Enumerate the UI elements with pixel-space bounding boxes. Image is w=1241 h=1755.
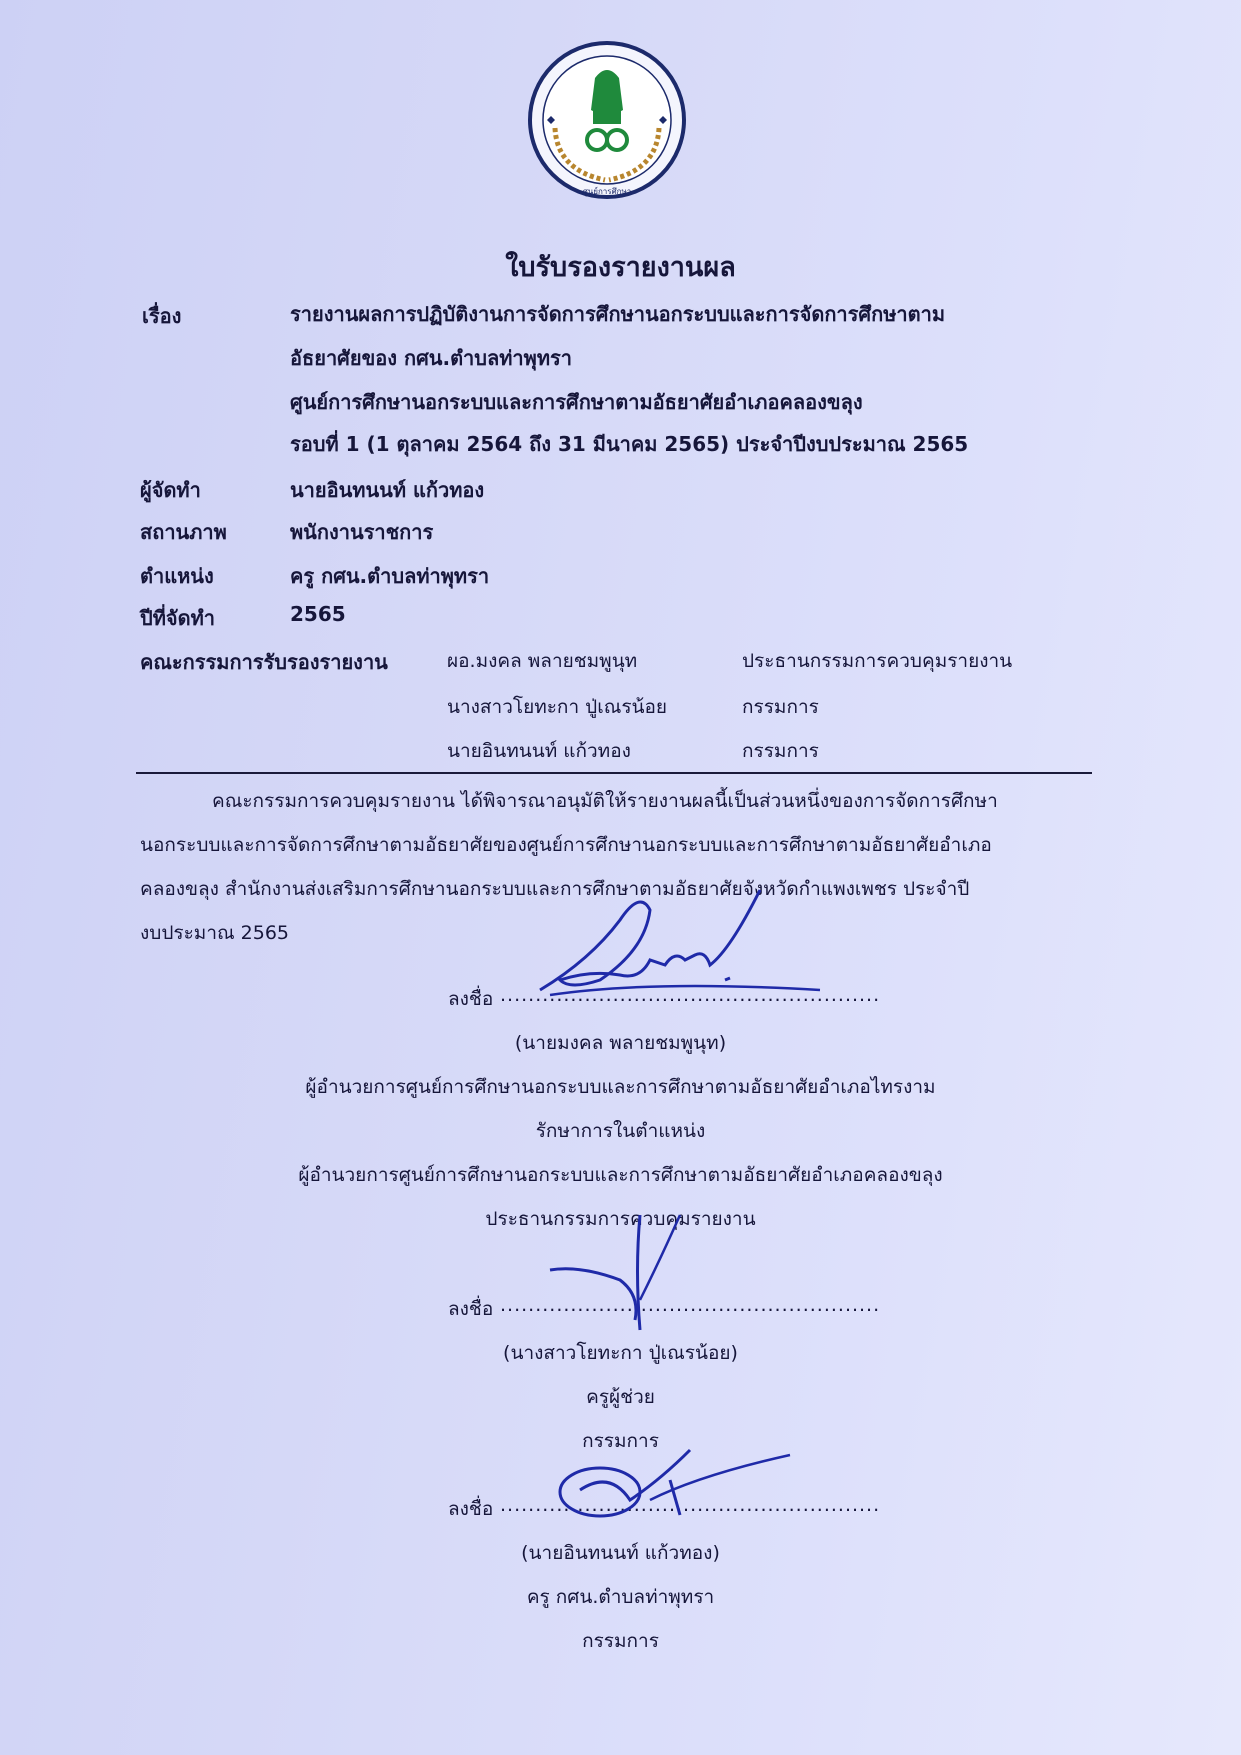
signer-name: (นายอินทนนท์ แก้วทอง) bbox=[521, 1542, 720, 1564]
year-value: 2565 bbox=[290, 602, 346, 626]
sign-label: ลงชื่อ bbox=[448, 1498, 494, 1520]
subject-label: เรื่อง bbox=[142, 304, 182, 328]
handwritten-signature-2 bbox=[540, 1210, 720, 1340]
sign-label: ลงชื่อ bbox=[448, 988, 494, 1010]
committee-member-name: ผอ.มงคล พลายชมพูนุท bbox=[447, 650, 638, 672]
signature-line: ...................................................... bbox=[500, 1294, 881, 1316]
signer-title: ผู้อำนวยการศูนย์การศึกษานอกระบบและการศึกษาตามอัธยาศัยอำเภอคลองขลุง bbox=[298, 1164, 943, 1186]
author-label: ผู้จัดทำ bbox=[140, 478, 201, 502]
committee-label: คณะกรรมการรับรองรายงาน bbox=[140, 650, 388, 674]
handwritten-signature-3 bbox=[550, 1440, 800, 1530]
signer-title: ครูผู้ช่วย bbox=[586, 1386, 655, 1408]
signature-line: ...................................................... bbox=[500, 1494, 881, 1516]
signer-name: (นางสาวโยทะกา ปู่เณรน้อย) bbox=[503, 1342, 738, 1364]
approval-line-1: คณะกรรมการควบคุมรายงาน ได้พิจารณาอนุมัติให้รายงานผลนี้เป็นส่วนหนึ่งของการจัดการศึกษา bbox=[212, 790, 998, 812]
signer-title: ผู้อำนวยการศูนย์การศึกษานอกระบบและการศึกษาตามอัธยาศัยอำเภอไทรงาม bbox=[305, 1076, 936, 1098]
document-title: ใบรับรองรายงานผล bbox=[505, 252, 736, 283]
signature-line: ...................................................... bbox=[500, 984, 881, 1006]
signer-name: (นายมงคล พลายชมพูนุท) bbox=[514, 1032, 727, 1054]
approval-line-2: นอกระบบและการจัดการศึกษาตามอัธยาศัยของศูนย์การศึกษานอกระบบและการศึกษาตามอัธยาศัยอำเภอ bbox=[140, 834, 992, 856]
position-value: ครู กศน.ตำบลท่าพุทรา bbox=[290, 564, 490, 588]
subject-line-1: รายงานผลการปฏิบัติงานการจัดการศึกษานอกระบบและการจัดการศึกษาตาม bbox=[290, 302, 946, 326]
approval-line-3: คลองขลุง สำนักงานส่งเสริมการศึกษานอกระบบและการศึกษาตามอัธยาศัยจังหวัดกำแพงเพชร ประจำปี bbox=[140, 878, 970, 900]
signer-title: รักษาการในตำแหน่ง bbox=[535, 1120, 706, 1142]
committee-member-role: ประธานกรรมการควบคุมรายงาน bbox=[742, 650, 1013, 672]
committee-member-role: กรรมการ bbox=[742, 740, 819, 762]
sign-label: ลงชื่อ bbox=[448, 1298, 494, 1320]
section-divider bbox=[136, 772, 1092, 774]
approval-line-4: งบประมาณ 2565 bbox=[140, 922, 290, 944]
signer-title: ประธานกรรมการควบคุมรายงาน bbox=[485, 1208, 756, 1230]
handwritten-signature-1 bbox=[530, 880, 830, 1010]
status-label: สถานภาพ bbox=[140, 520, 227, 544]
committee-member-name: นางสาวโยทะกา ปู่เณรน้อย bbox=[447, 696, 668, 718]
subject-line-2: อัธยาศัยของ กศน.ตำบลท่าพุทรา bbox=[290, 346, 572, 370]
subject-line-4: รอบที่ 1 (1 ตุลาคม 2564 ถึง 31 มีนาคม 2565) ประจำปีงบประมาณ 2565 bbox=[290, 432, 969, 456]
signer-title: กรรมการ bbox=[582, 1630, 659, 1652]
author-value: นายอินทนนท์ แก้วทอง bbox=[290, 478, 485, 502]
signer-title: ครู กศน.ตำบลท่าพุทรา bbox=[526, 1586, 715, 1608]
status-value: พนักงานราชการ bbox=[290, 520, 434, 544]
office-seal-logo bbox=[527, 40, 687, 200]
signer-title: กรรมการ bbox=[582, 1430, 659, 1452]
subject-line-3: ศูนย์การศึกษานอกระบบและการศึกษาตามอัธยาศัยอำเภอคลองขลุง bbox=[290, 390, 863, 414]
position-label: ตำแหน่ง bbox=[140, 564, 214, 588]
committee-member-name: นายอินทนนท์ แก้วทอง bbox=[447, 740, 631, 762]
year-label: ปีที่จัดทำ bbox=[140, 606, 215, 630]
committee-member-role: กรรมการ bbox=[742, 696, 819, 718]
svg-text:ศูนย์การศึกษา: ศูนย์การศึกษา bbox=[582, 187, 632, 196]
